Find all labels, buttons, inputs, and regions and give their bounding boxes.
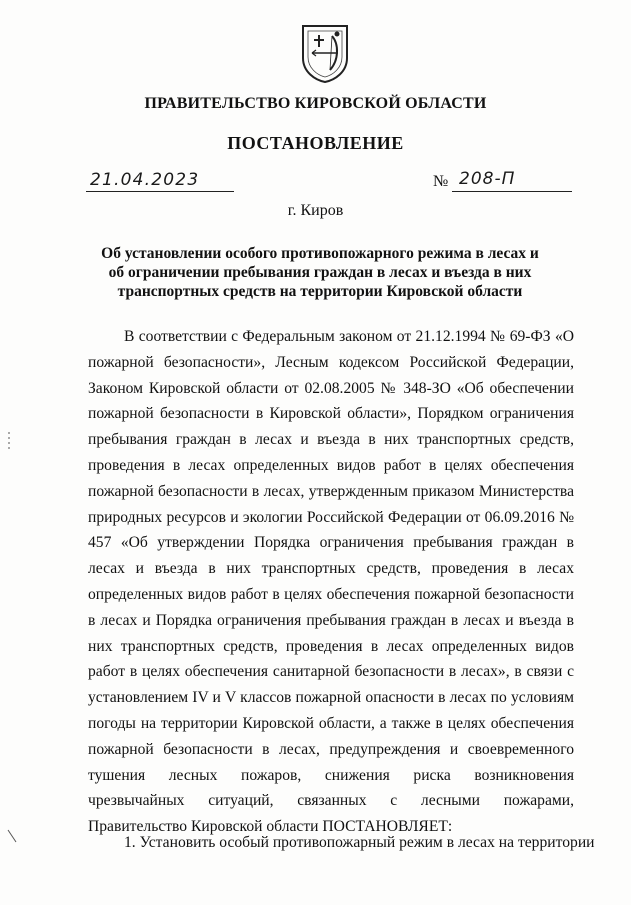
date-underline — [86, 191, 234, 192]
list-item: 1. Установить особый противопожарный режим в лесах на территории — [124, 834, 595, 851]
number-label: № — [433, 173, 449, 190]
government-heading: ПРАВИТЕЛЬСТВО КИРОВСКОЙ ОБЛАСТИ — [144, 95, 487, 112]
document-title: Об установлении особого противопожарного режима в лесах и об ограничении пребывания граждан в лесах и въезда в них транспортных средств на территории Кировской области — [101, 245, 539, 300]
number-underline — [452, 191, 572, 192]
city: г. Киров — [287, 202, 344, 219]
document-date: 21.04.2023 — [90, 170, 200, 190]
document-number: 208-П — [459, 169, 516, 189]
document-type: ПОСТАНОВЛЕНИЕ — [227, 133, 404, 153]
scan-mark — [6, 828, 18, 844]
kirov-coat-of-arms-icon — [299, 22, 351, 84]
body-paragraph: В соответствии с Федеральным законом от 21.12.1994 № 69-ФЗ «О пожарной безопасности», Лесным кодексом Российской Федерации, Законом Кировской области от 02.08.2005 № 348-ЗО «Об обеспечении пожарной безопасности в Кировской области», Порядком ограничения пребывания граждан в лесах и въезда в них транспортных средств, проведения в лесах определенных видов работ в целях обеспечения пожарной безопасности в лесах, утвержденным приказом Министерства природных ресурсов и экологии Российской Федерации от 06.09.2016 № 457 «Об утверждении Порядка ограничения пребывания граждан в лесах и въезда в них транспортных средств, проведения в лесах определенных видов работ в целях обеспечения пожарной безопасности в лесах и Порядка ограничения пребывания граждан в лесах и въезда в них транспортных средств, проведения в лесах определенных видов работ в целях обеспечения санитарной безопасности в лесах», в связи с установлением IV и V классов пожарной опасности в лесах по условиям погоды на территории Кировской области, а также в целях обеспечения пожарной безопасности в лесах, предупреждения и своевременного тушения лесных пожаров, снижения риска возникновения чрезвычайных ситуаций, связанных с лесными пожарами, Правительство Кировской области ПОСТАНОВЛЯЕТ: — [88, 328, 574, 836]
scan-mark — [6, 430, 12, 454]
